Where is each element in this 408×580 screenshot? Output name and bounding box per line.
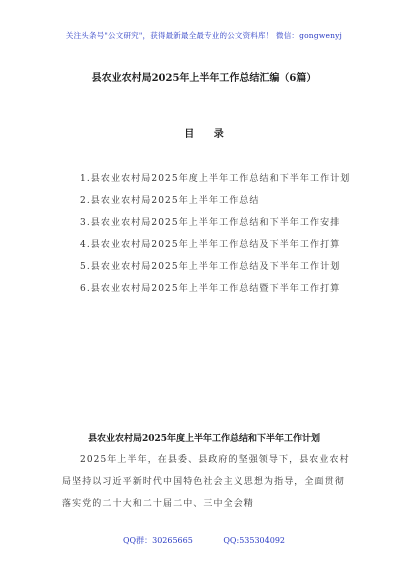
toc-item-2: 2.县农业农村局2025年上半年工作总结 <box>80 196 260 206</box>
footer-qq-contact: QQ:535304092 <box>223 536 285 545</box>
toc-heading: 目 录 <box>184 129 232 140</box>
header-note: 关注头条号"公文研究"，获得最新最全最专业的公文资料库！ 微信：gongwenyj <box>65 31 343 40</box>
table-of-contents <box>62 168 354 300</box>
toc-item-4: 4.县农业农村局2025年上半年工作总结及下半年工作打算 <box>80 240 341 250</box>
document-title: 县农业农村局2025年上半年工作总结汇编（6篇） <box>91 73 317 84</box>
footer-qq-group: QQ群：30265665 <box>122 536 193 545</box>
footer <box>0 535 408 546</box>
toc-item-1: 1.县农业农村局2025年度上半年工作总结和下半年工作计划 <box>80 174 351 184</box>
body-paragraph: 2025年上半年，在县委、县政府的坚强领导下，县农业农村局坚持以习近平新时代中国特色社会主义思想为指导，全面贯彻落实党的二十大和二十届二中、三中全会精 <box>62 455 350 509</box>
toc-item-3: 3.县农业农村局2025年上半年工作总结和下半年工作安排 <box>80 218 341 228</box>
toc-item-5: 5.县农业农村局2025年上半年工作总结及下半年工作计划 <box>80 262 341 272</box>
toc-item-6: 6.县农业农村局2025年上半年工作总结暨下半年工作打算 <box>80 284 341 294</box>
section-title: 县农业农村局2025年度上半年工作总结和下半年工作计划 <box>87 434 321 444</box>
